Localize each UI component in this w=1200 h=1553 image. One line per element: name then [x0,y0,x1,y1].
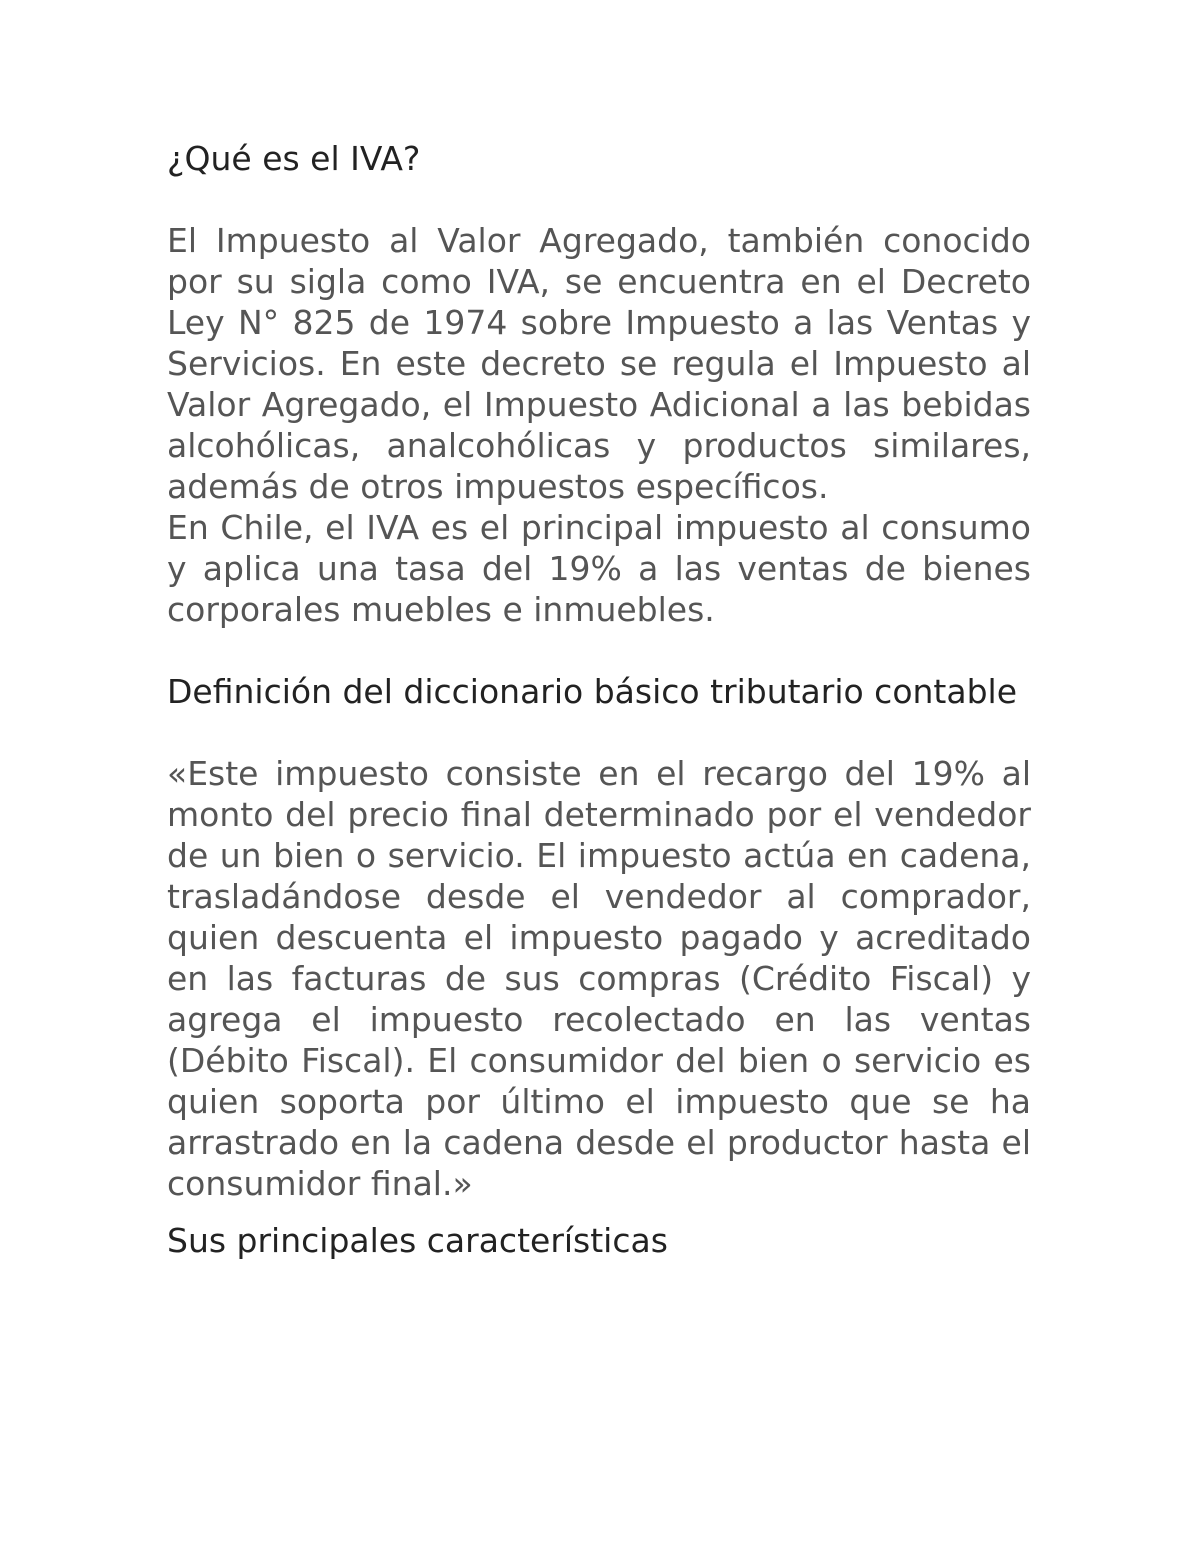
heading-main-characteristics: Sus principales características [167,1221,668,1260]
spacer [167,712,1031,753]
paragraph-iva-definition: El Impuesto al Valor Agregado, también conocido por su sigla como IVA, se encuentra en el Decreto Ley N° 825 de 1974 sobre Impuesto a las Ventas y Servicios. En este decreto se regula el Impuesto al Valor Agregado, el Impuesto Adicional a las bebidas alcohólicas, analcohólicas y productos similares, además de otros impuestos específicos. [167,221,1031,506]
spacer [167,179,1031,220]
quote-dictionary: «Este impuesto consiste en el recargo del 19% al monto del precio final determinado por el vendedor de un bien o servicio. El impuesto actúa en cadena, trasladándose desde el vendedor al comprador, quien descuenta el impuesto pagado y acreditado en las facturas de sus compras (Crédito Fiscal) y agrega el impuesto recolectado en las ventas (Débito Fiscal). El consumidor del bien o servicio es quien soporta por último el impuesto que se ha arrastrado en la cadena desde el productor hasta el consumidor final.» [167,754,1031,1203]
spacer [167,1204,1031,1220]
spacer [167,630,1031,671]
heading-what-is-iva: ¿Qué es el IVA? [167,139,421,178]
document-page [167,138,1031,1261]
paragraph-iva-chile: En Chile, el IVA es el principal impuesto al consumo y aplica una tasa del 19% a las ventas de bienes corporales muebles e inmuebles. [167,508,1031,629]
heading-dictionary-definition: Definición del diccionario básico tributario contable [167,672,1018,711]
